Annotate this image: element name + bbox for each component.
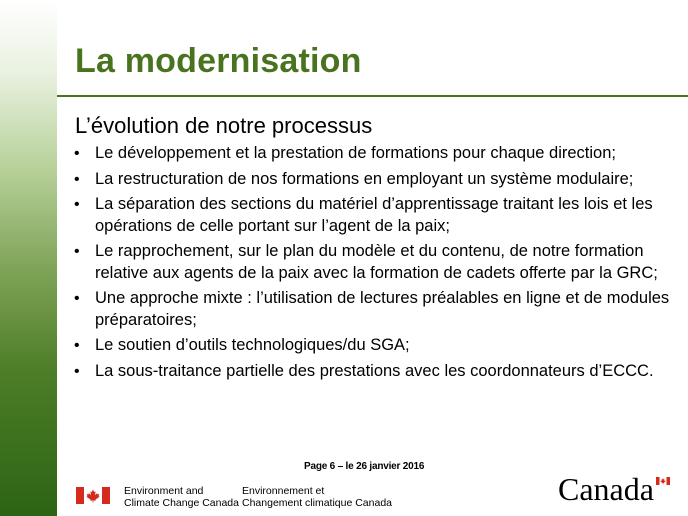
slide-title: La modernisation (75, 42, 362, 80)
title-divider (57, 95, 688, 97)
bullet-item (72, 169, 678, 191)
bullet-icon: • (74, 196, 80, 213)
wordmark-flag-icon (656, 477, 670, 485)
bullet-icon: • (74, 243, 80, 260)
bullet-item (72, 335, 678, 357)
bullet-text: La restructuration de nos formations en employant un système modulaire; (95, 169, 634, 188)
bullet-text: Le soutien d’outils technologiques/du SGA; (95, 336, 410, 354)
bullet-text: La séparation des sections du matériel d’apprentissage traitant les lois et les opérations de celle portant sur l’agent de la paix; (95, 195, 653, 235)
signature-en-line2: Climate Change Canada (124, 497, 239, 509)
bullet-text: Le rapprochement, sur le plan du modèle et du contenu, de notre formation relative aux agents de la paix avec la formation de cadets offerte par la GRC; (95, 242, 658, 282)
signature-fr-line1: Environnement et (242, 485, 325, 497)
bullet-list (72, 143, 678, 386)
signature-english (124, 485, 239, 509)
signature-fr-line2: Changement climatique Canada (242, 497, 393, 509)
bullet-item (72, 361, 678, 383)
side-gradient-bar (0, 0, 57, 516)
signature-french (242, 485, 392, 509)
bullet-text: Une approche mixte : l’utilisation de lectures préalables en ligne et de modules préparatoires; (95, 289, 670, 329)
page-number: Page 6 – le 26 janvier 2016 (304, 461, 425, 472)
bullet-text: La sous-traitance partielle des prestations avec les coordonnateurs d’ECCC. (95, 361, 654, 380)
bullet-icon: • (74, 362, 80, 380)
bullet-icon: • (74, 170, 80, 188)
canada-wordmark: Canada (558, 471, 654, 507)
bullet-item (72, 241, 678, 284)
bullet-icon: • (74, 290, 80, 307)
bullet-item (72, 194, 678, 237)
bullet-item (72, 143, 678, 165)
bullet-text: Le développement et la prestation de formations pour chaque direction; (95, 144, 616, 162)
canada-flag-icon (76, 487, 110, 504)
bullet-icon: • (74, 145, 80, 162)
slide-subtitle: L’évolution de notre processus (75, 113, 373, 138)
signature-en-line1: Environment and (124, 485, 204, 497)
bullet-icon: • (74, 337, 80, 354)
bullet-item (72, 288, 678, 331)
